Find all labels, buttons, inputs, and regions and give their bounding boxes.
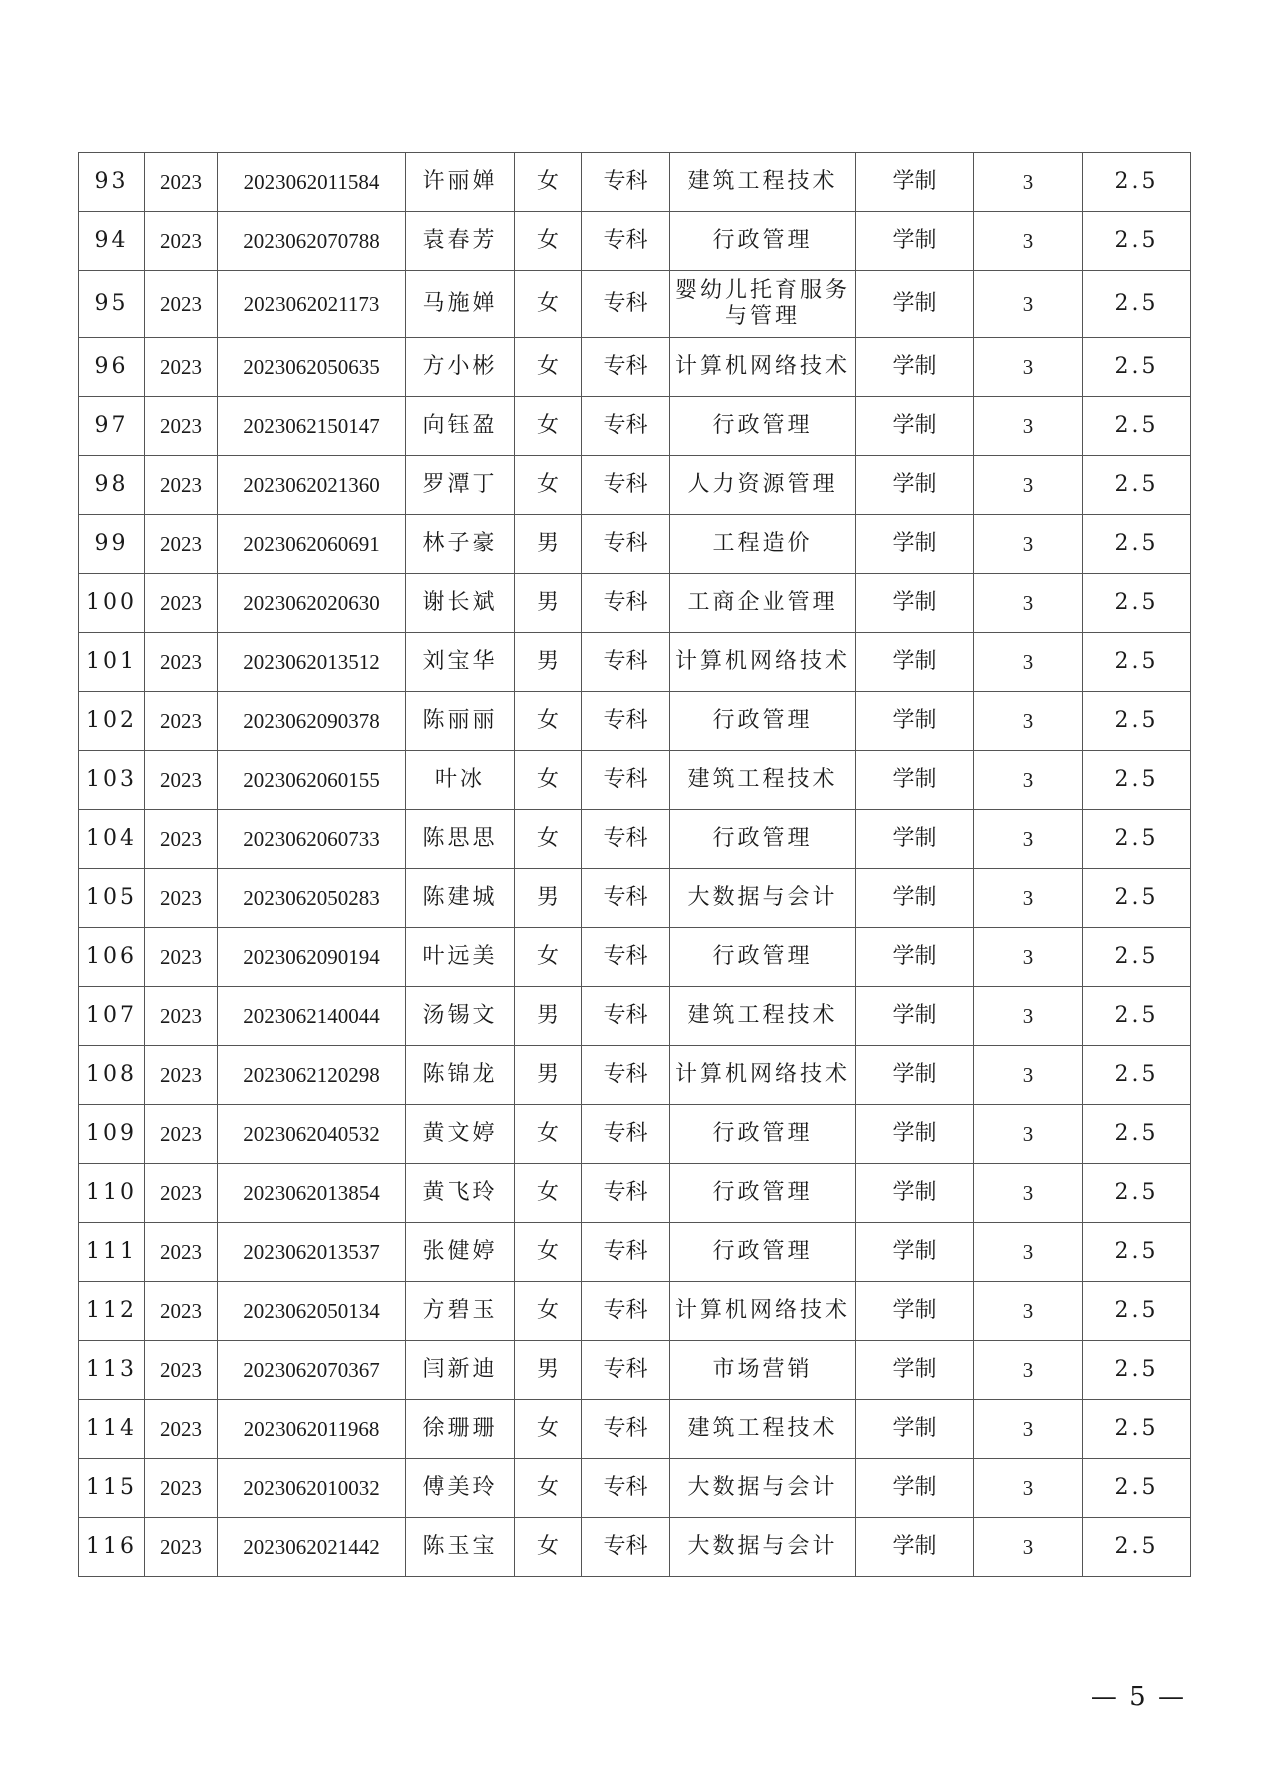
cell-year: 2023 — [145, 1282, 218, 1341]
table-row — [79, 271, 1191, 338]
cell-seq-number: 107 — [79, 987, 145, 1046]
cell-gender: 女 — [515, 810, 582, 869]
cell-duration: 3 — [974, 692, 1083, 751]
cell-duration: 3 — [974, 456, 1083, 515]
cell-name: 傅美玲 — [406, 1459, 515, 1518]
cell-seq-number: 109 — [79, 1105, 145, 1164]
cell-year: 2023 — [145, 1400, 218, 1459]
cell-student-id: 2023062060155 — [218, 751, 406, 810]
cell-study-type: 学制 — [856, 456, 974, 515]
table-row — [79, 810, 1191, 869]
table-row — [79, 692, 1191, 751]
cell-duration: 3 — [974, 633, 1083, 692]
cell-level: 专科 — [582, 1223, 670, 1282]
cell-duration: 3 — [974, 153, 1083, 212]
cell-major: 计算机网络技术 — [670, 338, 856, 397]
cell-duration: 3 — [974, 338, 1083, 397]
cell-name: 陈丽丽 — [406, 692, 515, 751]
cell-year: 2023 — [145, 1459, 218, 1518]
cell-seq-number: 99 — [79, 515, 145, 574]
cell-major: 市场营销 — [670, 1341, 856, 1400]
cell-major: 大数据与会计 — [670, 869, 856, 928]
cell-score: 2.5 — [1083, 338, 1191, 397]
cell-level: 专科 — [582, 1518, 670, 1577]
cell-name: 许丽婵 — [406, 153, 515, 212]
cell-score: 2.5 — [1083, 397, 1191, 456]
cell-duration: 3 — [974, 1282, 1083, 1341]
cell-score: 2.5 — [1083, 1105, 1191, 1164]
cell-gender: 女 — [515, 928, 582, 987]
cell-seq-number: 116 — [79, 1518, 145, 1577]
cell-score: 2.5 — [1083, 271, 1191, 338]
cell-seq-number: 93 — [79, 153, 145, 212]
cell-duration: 3 — [974, 751, 1083, 810]
cell-student-id: 2023062060691 — [218, 515, 406, 574]
cell-gender: 女 — [515, 1518, 582, 1577]
cell-seq-number: 102 — [79, 692, 145, 751]
cell-seq-number: 98 — [79, 456, 145, 515]
cell-study-type: 学制 — [856, 692, 974, 751]
table-row — [79, 928, 1191, 987]
cell-score: 2.5 — [1083, 1282, 1191, 1341]
cell-name: 罗潭丁 — [406, 456, 515, 515]
cell-gender: 女 — [515, 212, 582, 271]
cell-gender: 女 — [515, 456, 582, 515]
cell-score: 2.5 — [1083, 751, 1191, 810]
cell-study-type: 学制 — [856, 153, 974, 212]
cell-seq-number: 108 — [79, 1046, 145, 1105]
cell-student-id: 2023062070367 — [218, 1341, 406, 1400]
cell-major: 行政管理 — [670, 692, 856, 751]
cell-gender: 女 — [515, 1282, 582, 1341]
cell-score: 2.5 — [1083, 1164, 1191, 1223]
cell-duration: 3 — [974, 1459, 1083, 1518]
cell-student-id: 2023062070788 — [218, 212, 406, 271]
cell-duration: 3 — [974, 1400, 1083, 1459]
cell-year: 2023 — [145, 928, 218, 987]
cell-level: 专科 — [582, 456, 670, 515]
cell-level: 专科 — [582, 338, 670, 397]
cell-level: 专科 — [582, 515, 670, 574]
table-row — [79, 1282, 1191, 1341]
cell-seq-number: 105 — [79, 869, 145, 928]
cell-duration: 3 — [974, 397, 1083, 456]
cell-score: 2.5 — [1083, 456, 1191, 515]
cell-study-type: 学制 — [856, 1046, 974, 1105]
cell-name: 林子豪 — [406, 515, 515, 574]
cell-student-id: 2023062050283 — [218, 869, 406, 928]
cell-gender: 女 — [515, 338, 582, 397]
cell-name: 方碧玉 — [406, 1282, 515, 1341]
table-row — [79, 574, 1191, 633]
cell-study-type: 学制 — [856, 515, 974, 574]
cell-score: 2.5 — [1083, 1223, 1191, 1282]
cell-student-id: 2023062050635 — [218, 338, 406, 397]
table-row — [79, 869, 1191, 928]
cell-gender: 男 — [515, 515, 582, 574]
cell-year: 2023 — [145, 574, 218, 633]
cell-year: 2023 — [145, 1105, 218, 1164]
cell-gender: 男 — [515, 869, 582, 928]
cell-study-type: 学制 — [856, 397, 974, 456]
cell-major: 行政管理 — [670, 1105, 856, 1164]
cell-level: 专科 — [582, 212, 670, 271]
cell-seq-number: 94 — [79, 212, 145, 271]
cell-score: 2.5 — [1083, 515, 1191, 574]
cell-name: 黄文婷 — [406, 1105, 515, 1164]
roster-body — [79, 153, 1191, 1577]
cell-student-id: 2023062090378 — [218, 692, 406, 751]
cell-study-type: 学制 — [856, 633, 974, 692]
cell-student-id: 2023062013512 — [218, 633, 406, 692]
cell-duration: 3 — [974, 928, 1083, 987]
cell-score: 2.5 — [1083, 153, 1191, 212]
cell-major: 婴幼儿托育服务与管理 — [670, 271, 856, 338]
cell-name: 谢长斌 — [406, 574, 515, 633]
cell-major: 工程造价 — [670, 515, 856, 574]
cell-score: 2.5 — [1083, 810, 1191, 869]
cell-major: 大数据与会计 — [670, 1518, 856, 1577]
cell-level: 专科 — [582, 153, 670, 212]
cell-study-type: 学制 — [856, 212, 974, 271]
cell-gender: 女 — [515, 397, 582, 456]
cell-study-type: 学制 — [856, 574, 974, 633]
cell-gender: 男 — [515, 987, 582, 1046]
cell-seq-number: 110 — [79, 1164, 145, 1223]
cell-year: 2023 — [145, 1223, 218, 1282]
cell-major: 行政管理 — [670, 810, 856, 869]
table-row — [79, 515, 1191, 574]
cell-year: 2023 — [145, 338, 218, 397]
cell-name: 向钰盈 — [406, 397, 515, 456]
cell-year: 2023 — [145, 1046, 218, 1105]
cell-gender: 女 — [515, 692, 582, 751]
cell-seq-number: 96 — [79, 338, 145, 397]
cell-student-id: 2023062013854 — [218, 1164, 406, 1223]
cell-duration: 3 — [974, 1341, 1083, 1400]
cell-name: 袁春芳 — [406, 212, 515, 271]
cell-gender: 女 — [515, 1223, 582, 1282]
cell-seq-number: 106 — [79, 928, 145, 987]
cell-level: 专科 — [582, 1046, 670, 1105]
cell-year: 2023 — [145, 987, 218, 1046]
cell-student-id: 2023062013537 — [218, 1223, 406, 1282]
cell-score: 2.5 — [1083, 869, 1191, 928]
cell-name: 张健婷 — [406, 1223, 515, 1282]
cell-level: 专科 — [582, 633, 670, 692]
cell-name: 叶冰 — [406, 751, 515, 810]
cell-year: 2023 — [145, 869, 218, 928]
cell-seq-number: 111 — [79, 1223, 145, 1282]
table-row — [79, 1105, 1191, 1164]
cell-year: 2023 — [145, 212, 218, 271]
cell-name: 陈玉宝 — [406, 1518, 515, 1577]
cell-study-type: 学制 — [856, 1282, 974, 1341]
cell-major: 计算机网络技术 — [670, 1282, 856, 1341]
cell-duration: 3 — [974, 212, 1083, 271]
cell-name: 黄飞玲 — [406, 1164, 515, 1223]
table-row — [79, 212, 1191, 271]
page-number: — 5 — — [1090, 1682, 1186, 1712]
cell-seq-number: 113 — [79, 1341, 145, 1400]
cell-level: 专科 — [582, 1164, 670, 1223]
cell-duration: 3 — [974, 1164, 1083, 1223]
cell-study-type: 学制 — [856, 1164, 974, 1223]
cell-level: 专科 — [582, 928, 670, 987]
cell-seq-number: 103 — [79, 751, 145, 810]
cell-duration: 3 — [974, 1046, 1083, 1105]
cell-major: 建筑工程技术 — [670, 1400, 856, 1459]
cell-name: 叶远美 — [406, 928, 515, 987]
cell-name: 马施婵 — [406, 271, 515, 338]
cell-year: 2023 — [145, 810, 218, 869]
cell-level: 专科 — [582, 574, 670, 633]
cell-gender: 女 — [515, 1400, 582, 1459]
cell-gender: 女 — [515, 1105, 582, 1164]
cell-student-id: 2023062020630 — [218, 574, 406, 633]
cell-student-id: 2023062050134 — [218, 1282, 406, 1341]
cell-study-type: 学制 — [856, 1341, 974, 1400]
cell-student-id: 2023062090194 — [218, 928, 406, 987]
table-row — [79, 338, 1191, 397]
table-row — [79, 1223, 1191, 1282]
cell-major: 行政管理 — [670, 1164, 856, 1223]
cell-level: 专科 — [582, 397, 670, 456]
table-row — [79, 153, 1191, 212]
cell-student-id: 2023062040532 — [218, 1105, 406, 1164]
table-row — [79, 397, 1191, 456]
cell-level: 专科 — [582, 1341, 670, 1400]
cell-year: 2023 — [145, 1518, 218, 1577]
cell-major: 行政管理 — [670, 397, 856, 456]
cell-level: 专科 — [582, 692, 670, 751]
cell-name: 徐珊珊 — [406, 1400, 515, 1459]
cell-gender: 男 — [515, 1046, 582, 1105]
cell-student-id: 2023062150147 — [218, 397, 406, 456]
table-row — [79, 1164, 1191, 1223]
cell-study-type: 学制 — [856, 987, 974, 1046]
cell-student-id: 2023062021360 — [218, 456, 406, 515]
cell-score: 2.5 — [1083, 1341, 1191, 1400]
cell-student-id: 2023062010032 — [218, 1459, 406, 1518]
cell-year: 2023 — [145, 153, 218, 212]
table-row — [79, 456, 1191, 515]
cell-study-type: 学制 — [856, 810, 974, 869]
cell-duration: 3 — [974, 987, 1083, 1046]
cell-gender: 女 — [515, 1459, 582, 1518]
cell-major: 工商企业管理 — [670, 574, 856, 633]
cell-level: 专科 — [582, 1459, 670, 1518]
cell-gender: 女 — [515, 271, 582, 338]
cell-gender: 男 — [515, 1341, 582, 1400]
cell-duration: 3 — [974, 1518, 1083, 1577]
cell-study-type: 学制 — [856, 1400, 974, 1459]
cell-name: 方小彬 — [406, 338, 515, 397]
cell-name: 陈思思 — [406, 810, 515, 869]
table-row — [79, 1046, 1191, 1105]
cell-year: 2023 — [145, 456, 218, 515]
cell-year: 2023 — [145, 515, 218, 574]
cell-gender: 女 — [515, 1164, 582, 1223]
cell-level: 专科 — [582, 987, 670, 1046]
cell-duration: 3 — [974, 271, 1083, 338]
cell-major: 大数据与会计 — [670, 1459, 856, 1518]
cell-study-type: 学制 — [856, 1223, 974, 1282]
cell-seq-number: 114 — [79, 1400, 145, 1459]
table-row — [79, 1459, 1191, 1518]
cell-duration: 3 — [974, 1223, 1083, 1282]
table-row — [79, 1400, 1191, 1459]
cell-name: 闫新迪 — [406, 1341, 515, 1400]
cell-duration: 3 — [974, 869, 1083, 928]
cell-major: 行政管理 — [670, 1223, 856, 1282]
cell-student-id: 2023062060733 — [218, 810, 406, 869]
cell-student-id: 2023062011584 — [218, 153, 406, 212]
cell-gender: 男 — [515, 633, 582, 692]
cell-major: 计算机网络技术 — [670, 1046, 856, 1105]
cell-duration: 3 — [974, 515, 1083, 574]
cell-seq-number: 115 — [79, 1459, 145, 1518]
cell-study-type: 学制 — [856, 338, 974, 397]
cell-study-type: 学制 — [856, 1105, 974, 1164]
cell-study-type: 学制 — [856, 271, 974, 338]
table-row — [79, 751, 1191, 810]
table-row — [79, 633, 1191, 692]
cell-seq-number: 104 — [79, 810, 145, 869]
cell-major: 建筑工程技术 — [670, 987, 856, 1046]
cell-level: 专科 — [582, 271, 670, 338]
cell-level: 专科 — [582, 810, 670, 869]
cell-year: 2023 — [145, 397, 218, 456]
cell-year: 2023 — [145, 271, 218, 338]
cell-year: 2023 — [145, 692, 218, 751]
cell-major: 行政管理 — [670, 928, 856, 987]
cell-name: 陈建城 — [406, 869, 515, 928]
cell-gender: 女 — [515, 153, 582, 212]
cell-score: 2.5 — [1083, 1518, 1191, 1577]
cell-score: 2.5 — [1083, 928, 1191, 987]
cell-score: 2.5 — [1083, 1046, 1191, 1105]
cell-student-id: 2023062021173 — [218, 271, 406, 338]
cell-score: 2.5 — [1083, 987, 1191, 1046]
cell-level: 专科 — [582, 751, 670, 810]
cell-seq-number: 101 — [79, 633, 145, 692]
cell-level: 专科 — [582, 1105, 670, 1164]
cell-score: 2.5 — [1083, 633, 1191, 692]
cell-seq-number: 97 — [79, 397, 145, 456]
cell-score: 2.5 — [1083, 692, 1191, 751]
cell-study-type: 学制 — [856, 869, 974, 928]
cell-year: 2023 — [145, 751, 218, 810]
cell-score: 2.5 — [1083, 1459, 1191, 1518]
table-row — [79, 1341, 1191, 1400]
cell-score: 2.5 — [1083, 1400, 1191, 1459]
cell-study-type: 学制 — [856, 1459, 974, 1518]
cell-major: 人力资源管理 — [670, 456, 856, 515]
cell-level: 专科 — [582, 869, 670, 928]
cell-name: 陈锦龙 — [406, 1046, 515, 1105]
cell-seq-number: 112 — [79, 1282, 145, 1341]
cell-level: 专科 — [582, 1400, 670, 1459]
cell-gender: 女 — [515, 751, 582, 810]
cell-study-type: 学制 — [856, 751, 974, 810]
table-row — [79, 987, 1191, 1046]
cell-study-type: 学制 — [856, 1518, 974, 1577]
cell-student-id: 2023062021442 — [218, 1518, 406, 1577]
student-roster-table — [78, 152, 1191, 1577]
cell-year: 2023 — [145, 1341, 218, 1400]
table-row — [79, 1518, 1191, 1577]
cell-major: 建筑工程技术 — [670, 751, 856, 810]
cell-major: 行政管理 — [670, 212, 856, 271]
cell-score: 2.5 — [1083, 212, 1191, 271]
cell-seq-number: 95 — [79, 271, 145, 338]
cell-year: 2023 — [145, 1164, 218, 1223]
cell-student-id: 2023062011968 — [218, 1400, 406, 1459]
cell-name: 刘宝华 — [406, 633, 515, 692]
cell-year: 2023 — [145, 633, 218, 692]
cell-study-type: 学制 — [856, 928, 974, 987]
cell-name: 汤锡文 — [406, 987, 515, 1046]
cell-duration: 3 — [974, 574, 1083, 633]
cell-duration: 3 — [974, 1105, 1083, 1164]
cell-major: 计算机网络技术 — [670, 633, 856, 692]
cell-gender: 男 — [515, 574, 582, 633]
cell-level: 专科 — [582, 1282, 670, 1341]
cell-major: 建筑工程技术 — [670, 153, 856, 212]
cell-duration: 3 — [974, 810, 1083, 869]
cell-score: 2.5 — [1083, 574, 1191, 633]
cell-seq-number: 100 — [79, 574, 145, 633]
cell-student-id: 2023062140044 — [218, 987, 406, 1046]
cell-student-id: 2023062120298 — [218, 1046, 406, 1105]
